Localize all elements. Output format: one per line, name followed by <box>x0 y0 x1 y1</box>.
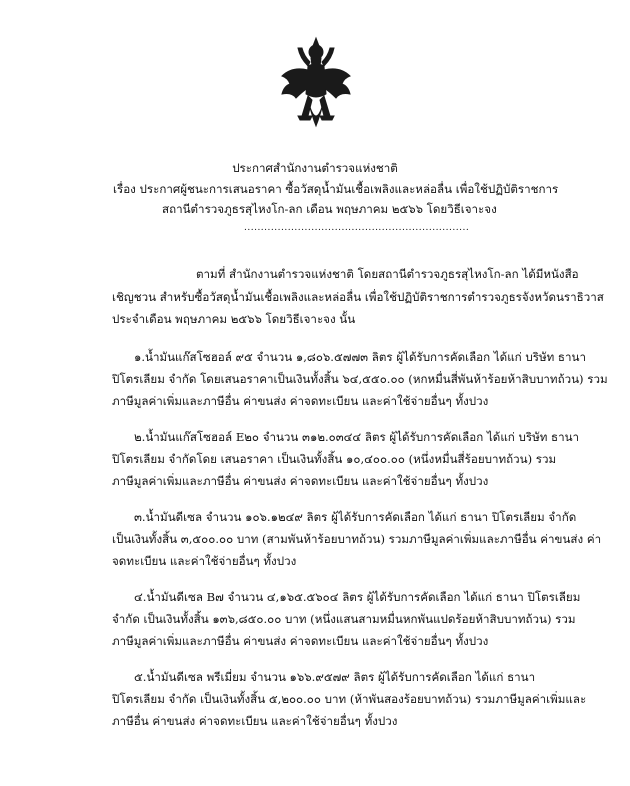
subject-line-1: เรื่อง ประกาศผู้ชนะการเสนอราคา ซื้อวัสดุน้ำมันเชื้อเพลิงและหล่อลื่น เพื่อใช้ปฏิบัติราชการ <box>113 182 559 196</box>
item-2-line-2: ปิโตรเลียม จำกัดโดย เสนอราคา เป็นเงินทั้งสิ้น ๑๐,๔๐๐.๐๐ (หนึ่งหมื่นสี่ร้อยบาทถ้วน) รวม <box>112 452 557 466</box>
intro-line-2: เชิญชวน สำหรับซื้อวัสดุน้ำมันเชื้อเพลิงและหล่อลื่น เพื่อใช้ปฏิบัติราชการตำรวจภูธรจังหวัดนราธิวาส <box>112 290 604 304</box>
item-3-line-1: ๓.น้ำมันดีเซล จำนวน ๑๐๖.๑๒๔๙ ลิตร ผู้ได้รับการคัดเลือก ได้แก่ ธานา ปิโตรเลียม จำกัด <box>134 510 577 524</box>
item-1-line-2: ปิโตรเลียม จำกัด โดยเสนอราคาเป็นเงินทั้งสิ้น ๖๔,๕๕๐.๐๐ (หกหมื่นสี่พันห้าร้อยห้าสิบบาทถ้วน) รวม <box>112 372 608 386</box>
item-4-line-2: จำกัด เป็นเงินทั้งสิ้น ๑๓๖,๘๕๐.๐๐ บาท (หนึ่งแสนสามหมื่นหกพันแปดร้อยห้าสิบบาทถ้วน) รวม <box>112 612 576 626</box>
item-2-line-1: ๒.น้ำมันแก๊สโซฮอล์ E๒๐ จำนวน ๓๑๒.๐๓๔๔ ลิตร ผู้ได้รับการคัดเลือก ได้แก่ บริษัท ธานา <box>134 430 580 444</box>
garuda-emblem-icon <box>278 36 354 140</box>
item-5-line-3: ภาษีอื่น ค่าขนส่ง ค่าจดทะเบียน และค่าใช้จ่ายอื่นๆ ทั้งปวง <box>112 714 398 728</box>
item-4-line-3: ภาษีมูลค่าเพิ่มและภาษีอื่น ค่าขนส่ง ค่าจดทะเบียน และค่าใช้จ่ายอื่นๆ ทั้งปวง <box>112 634 489 648</box>
subject-line-2: สถานีตำรวจภูธรสุไหงโก-ลก เดือน พฤษภาคม ๒๕๖๖ โดยวิธีเจาะจง <box>162 202 497 216</box>
item-3-line-2: เป็นเงินทั้งสิ้น ๓,๕๐๐.๐๐ บาท (สามพันห้าร้อยบาทถ้วน) รวมภาษีมูลค่าเพิ่มและภาษีอื่น ค่าขนส่ง ค่า <box>112 532 602 546</box>
header-divider: ................................................................... <box>244 223 470 233</box>
intro-line-3: ประจำเดือน พฤษภาคม ๒๕๖๖ โดยวิธีเจาะจง นั้น <box>112 312 356 326</box>
document-title: ประกาศสำนักงานตำรวจแห่งชาติ <box>232 161 398 175</box>
item-5-line-2: ปิโตรเลียม จำกัด เป็นเงินทั้งสิ้น ๕,๒๐๐.๐๐ บาท (ห้าพันสองร้อยบาทถ้วน) รวมภาษีมูลค่าเพิ่มและ <box>112 692 587 706</box>
item-3-line-3: จดทะเบียน และค่าใช้จ่ายอื่นๆ ทั้งปวง <box>112 554 297 568</box>
item-4-line-1: ๔.น้ำมันดีเซล B๗ จำนวน ๔,๑๖๕.๕๖๐๔ ลิตร ผู้ได้รับการคัดเลือก ได้แก่ ธานา ปิโตรเลียม <box>134 590 581 604</box>
item-2-line-3: ภาษีมูลค่าเพิ่มและภาษีอื่น ค่าขนส่ง ค่าจดทะเบียน และค่าใช้จ่ายอื่นๆ ทั้งปวง <box>112 474 489 488</box>
intro-line-1: ตามที่ สำนักงานตำรวจแห่งชาติ โดยสถานีตำรวจภูธรสุไหงโก-ลก ได้มีหนังสือ <box>196 267 579 281</box>
item-5-line-1: ๕.น้ำมันดีเซล พรีเมี่ยม จำนวน ๑๖๖.๙๕๗๙ ลิตร ผู้ได้รับการคัดเลือก ได้แก่ ธานา <box>134 670 536 684</box>
item-1-line-3: ภาษีมูลค่าเพิ่มและภาษีอื่น ค่าขนส่ง ค่าจดทะเบียน และค่าใช้จ่ายอื่นๆ ทั้งปวง <box>112 394 489 408</box>
item-1-line-1: ๑.น้ำมันแก๊สโซฮอล์ ๙๕ จำนวน ๑,๘๐๖.๕๗๗๓ ลิตร ผู้ได้รับการคัดเลือก ได้แก่ บริษัท ธานา <box>134 350 586 364</box>
